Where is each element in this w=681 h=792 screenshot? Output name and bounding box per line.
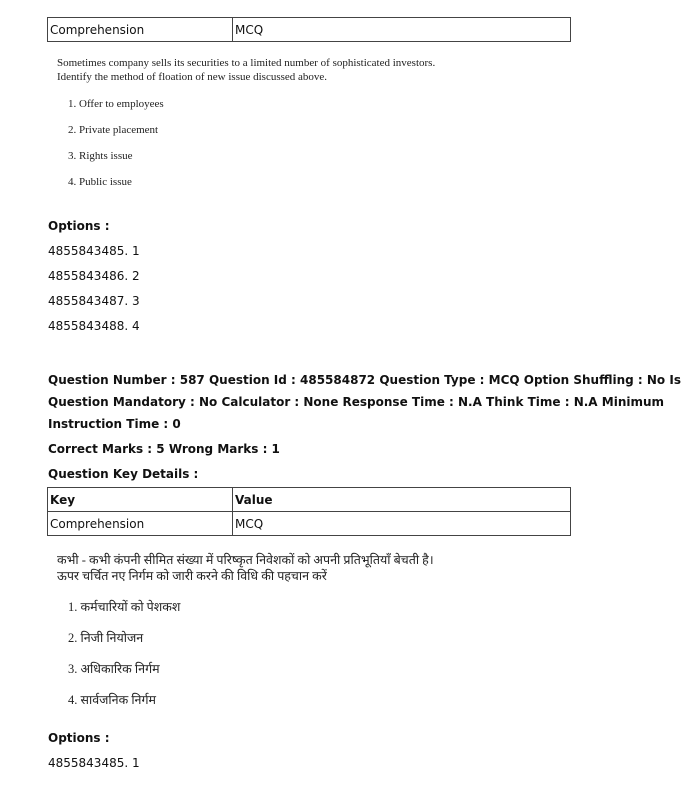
question-key-details-label: Question Key Details : (48, 467, 199, 481)
option-hi-3: 3. अधिकारिक निर्गम (68, 662, 160, 676)
question-meta-line-2: Question Mandatory : No Calculator : None Response Time : N.A Think Time : N.A Minimum (48, 395, 665, 409)
option-id-3: 4855843487. 3 (48, 294, 140, 308)
options-label-2: Options : (48, 731, 110, 745)
option-hi-2: 2. निजी नियोजन (68, 631, 144, 645)
table-cell-value: MCQ (233, 512, 571, 536)
question-key-table (47, 487, 571, 536)
table-row (48, 18, 571, 42)
option-hi-4: 4. सार्वजनिक निर्गम (68, 693, 157, 707)
option-id-2: 4855843486. 2 (48, 269, 140, 283)
option-hi-1: 1. कर्मचारियों को पेशकश (68, 600, 181, 614)
option-en-4: 4. Public issue (68, 176, 132, 188)
marks-line: Correct Marks : 5 Wrong Marks : 1 (48, 442, 280, 456)
question-text-hi: कभी - कभी कंपनी सीमित संख्या में परिष्कृत निवेशकों को अपनी प्रतिभूतियाँ बेचती है। ऊपर चर्चित नए निर्गम को जारी करने की विधि की पहचान करें (57, 553, 434, 583)
table-row (48, 512, 571, 536)
question-english-scan (57, 56, 457, 188)
table-header-value: Value (233, 488, 571, 512)
question-text-en: Sometimes company sells its securities to a limited number of sophisticated investors. Identify the method of floation of new issue discussed above. (57, 57, 436, 83)
table-header-key: Key (48, 488, 233, 512)
option-id-2-1: 4855843485. 1 (48, 756, 140, 770)
table-header-row (48, 488, 571, 512)
question-meta-line-3: Instruction Time : 0 (48, 417, 181, 431)
top-key-value-table (47, 17, 571, 42)
options-label: Options : (48, 219, 110, 233)
table-cell-key: Comprehension (48, 18, 233, 42)
question-hindi-scan (57, 552, 457, 708)
question-meta-line-1: Question Number : 587 Question Id : 485584872 Question Type : MCQ Option Shuffling : No Is (48, 373, 681, 387)
option-en-2: 2. Private placement (68, 124, 159, 136)
table-cell-value: MCQ (233, 18, 571, 42)
table-cell-key: Comprehension (48, 512, 233, 536)
option-id-4: 4855843488. 4 (48, 319, 140, 333)
option-en-1: 1. Offer to employees (68, 98, 164, 110)
option-id-1: 4855843485. 1 (48, 244, 140, 258)
option-en-3: 3. Rights issue (68, 150, 133, 162)
